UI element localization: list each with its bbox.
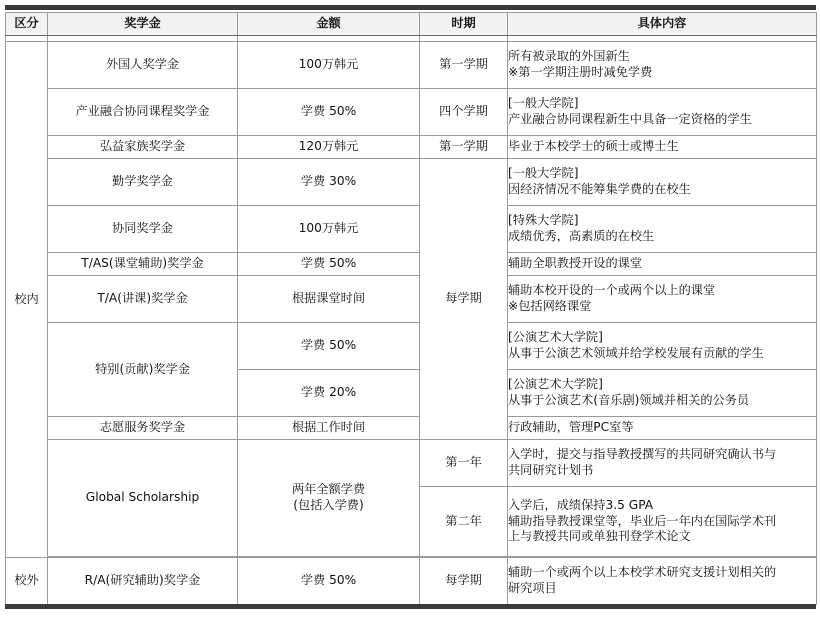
details-line: [特殊大学院]: [508, 213, 579, 228]
scholarship-details: [508, 323, 817, 370]
details-line: [公演艺术大学院]: [508, 330, 603, 345]
scholarship-amount: 100万韩元: [238, 42, 420, 89]
header-amount: 金额: [238, 13, 420, 36]
scholarship-details: [508, 159, 817, 206]
details-line: 辅助全职教授开设的课堂: [508, 256, 643, 271]
scholarship-details: [508, 276, 817, 323]
details-line: ※包括网络课堂: [508, 299, 592, 313]
scholarship-details: [508, 440, 817, 487]
scholarship-name: T/A(讲课)奖学金: [48, 276, 238, 323]
scholarship-period: 每学期: [420, 558, 508, 605]
details-line: 共同研究计划书: [508, 463, 594, 477]
header-details: 具体内容: [508, 13, 817, 36]
details-line: 所有被录取的外国新生: [508, 49, 630, 64]
details-line: 入学后，成绩保持3.5 GPA: [508, 497, 654, 512]
table-row: [6, 558, 817, 605]
details-line: ※第一学期注册时减免学费: [508, 65, 653, 79]
table-row: [6, 136, 817, 159]
table-row: [6, 159, 817, 206]
details-line: [一般大学院]: [508, 166, 579, 181]
scholarship-amount: 120万韩元: [238, 136, 420, 159]
header-period: 时期: [420, 13, 508, 36]
table-row: [6, 323, 817, 370]
scholarship-amount: [238, 440, 420, 557]
scholarship-period: 第一年: [420, 440, 508, 487]
table-row: [6, 276, 817, 323]
table-row: [6, 206, 817, 253]
scholarship-amount: 100万韩元: [238, 206, 420, 253]
details-line: 成绩优秀，高素质的在校生: [508, 229, 655, 243]
scholarship-amount: 学费 30%: [238, 159, 420, 206]
scholarship-name: Global Scholarship: [48, 440, 238, 557]
details-line: 从事于公演艺术领域并给学校发展有贡献的学生: [508, 346, 764, 360]
scholarship-period: 第二年: [420, 487, 508, 557]
scholarship-details: [508, 206, 817, 253]
details-line: 毕业于本校学士的硕士或博士生: [508, 139, 679, 154]
details-line: [公演艺术大学院]: [508, 377, 603, 392]
scholarship-amount: 学费 50%: [238, 253, 420, 276]
details-line: 辅助一个或两个以上本校学术研究支援计划相关的: [508, 565, 777, 580]
scholarship-details: [508, 42, 817, 89]
scholarship-name: 勤学奖学金: [48, 159, 238, 206]
scholarship-details: [508, 417, 817, 440]
bottom-border-bar: [5, 604, 816, 609]
scholarship-name: 志愿服务奖学金: [48, 417, 238, 440]
scholarship-amount: 学费 20%: [238, 370, 420, 417]
scholarship-amount: 学费 50%: [238, 558, 420, 605]
header-category: 区分: [6, 13, 48, 36]
scholarship-name: 协同奖学金: [48, 206, 238, 253]
amount-line: 两年全额学费: [291, 482, 366, 497]
scholarship-name: 弘益家族奖学金: [48, 136, 238, 159]
scholarship-details: [508, 89, 817, 136]
category-off-campus: 校外: [6, 558, 48, 605]
scholarship-name: 特别(贡献)奖学金: [48, 323, 238, 417]
scholarship-details: [508, 558, 817, 605]
details-line: 因经济情况不能筹集学费的在校生: [508, 182, 691, 196]
scholarship-table: [5, 12, 817, 605]
header-row: [6, 13, 817, 36]
scholarship-name: 产业融合协同课程奖学金: [48, 89, 238, 136]
scholarship-amount: 学费 50%: [238, 89, 420, 136]
details-line: 辅助指导教授课堂等，毕业后一年内在国际学术刊: [508, 513, 777, 528]
scholarship-period-shared: 每学期: [420, 159, 508, 440]
details-line: 产业融合协同课程新生中具备一定资格的学生: [508, 112, 752, 126]
details-line: 辅助本校开设的一个或两个以上的课堂: [508, 283, 716, 298]
scholarship-name: R/A(研究辅助)奖学金: [48, 558, 238, 605]
table-row: [6, 89, 817, 136]
scholarship-amount: 根据工作时间: [238, 417, 420, 440]
scholarship-period: 四个学期: [420, 89, 508, 136]
table-row: [6, 42, 817, 89]
top-border-bar: [5, 5, 816, 10]
scholarship-period: 第一学期: [420, 136, 508, 159]
details-line: 研究项目: [508, 581, 557, 595]
table-row: [6, 417, 817, 440]
table-row: [6, 253, 817, 276]
details-line: 行政辅助，管理PC室等: [508, 420, 634, 435]
category-on-campus: 校内: [6, 42, 48, 558]
amount-line: (包括入学费): [293, 498, 364, 512]
table-row: [6, 440, 817, 487]
scholarship-details: [508, 370, 817, 417]
details-line: 从事于公演艺术(音乐剧)领域并相关的公务员: [508, 393, 750, 407]
scholarship-amount: 根据课堂时间: [238, 276, 420, 323]
details-line: [一般大学院]: [508, 96, 579, 111]
scholarship-name: 外国人奖学金: [48, 42, 238, 89]
scholarship-details: [508, 253, 817, 276]
scholarship-details: [508, 136, 817, 159]
header-scholarship: 奖学金: [48, 13, 238, 36]
details-line: 入学时，提交与指导教授撰写的共同研究确认书与: [508, 447, 777, 462]
details-line: 上与教授共同或单独刊登学术论文: [508, 529, 691, 544]
scholarship-period: 第一学期: [420, 42, 508, 89]
scholarship-name: T/AS(课堂辅助)奖学金: [48, 253, 238, 276]
scholarship-details: [508, 487, 817, 557]
scholarship-amount: 学费 50%: [238, 323, 420, 370]
